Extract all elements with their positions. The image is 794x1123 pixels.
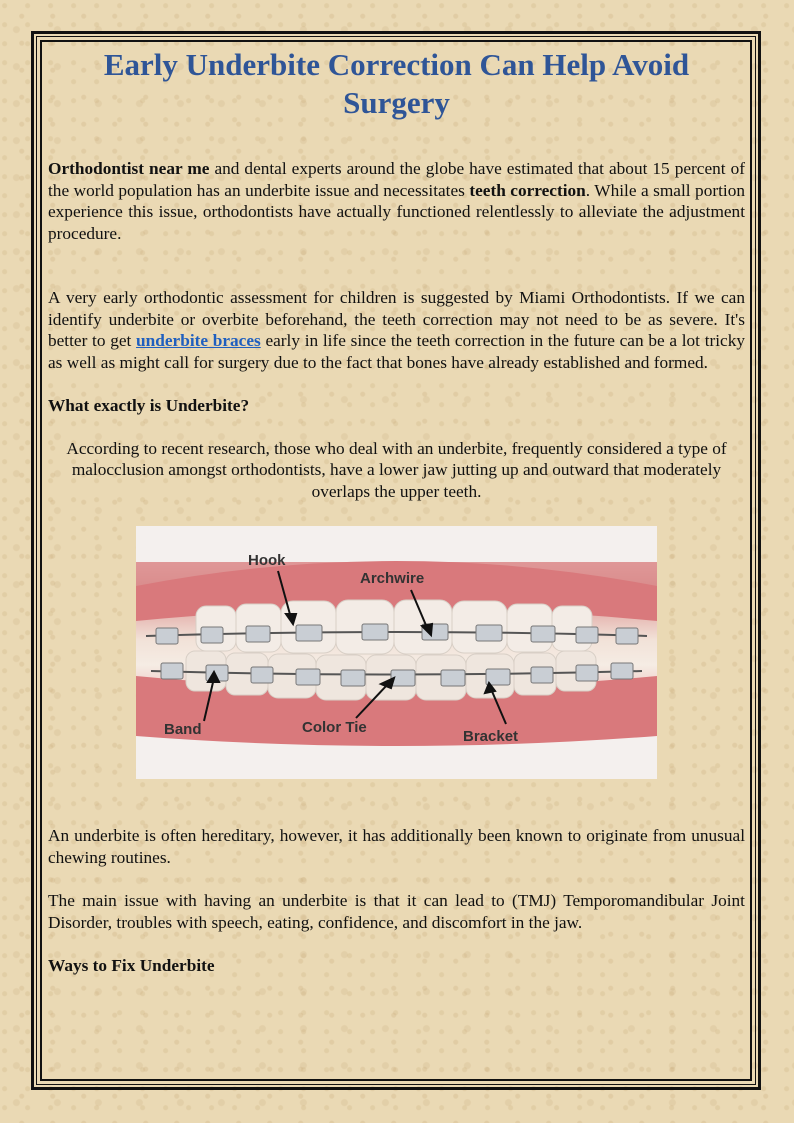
definition-paragraph: According to recent research, those who deal with an underbite, frequently considered a type of malocclusion amongst orthodontists, have a lower jaw jutting up and outward that moderately overlaps the upper teeth. (66, 438, 727, 501)
bold-teeth-correction: teeth correction (469, 180, 586, 200)
intro-paragraph (48, 158, 745, 244)
document-body (48, 46, 745, 977)
assessment-paragraph (48, 287, 745, 373)
assessment-text-2: early in life since the teeth correction in the future can be a lot tricky as well as might call for surgery due to the fact that bones have already established and formed. (48, 331, 745, 372)
hereditary-paragraph: An underbite is often hereditary, however, it has additionally been known to originate from unusual chewing routines. (48, 826, 745, 867)
tmj-paragraph: The main issue with having an underbite is that it can lead to (TMJ) Temporomandibular Joint Disorder, troubles with speech, eating, confidence, and discomfort in the jaw. (48, 891, 745, 932)
assessment-text-1: A very early orthodontic assessment for children is suggested by Miami Orthodontists. If we can identify underbite or overbite beforehand, the teeth correction may not need to be as severe. It's better to get (48, 288, 745, 350)
section-heading-what-is-underbite: What exactly is Underbite? (48, 396, 250, 415)
page-title: Early Underbite Correction Can Help Avoid Surgery (103, 47, 690, 120)
label-archwire: Archwire (360, 570, 425, 587)
braces-illustration (136, 526, 657, 779)
label-color-tie: Color Tie (302, 719, 367, 736)
label-bracket: Bracket (463, 728, 519, 745)
section-heading-ways-to-fix: Ways to Fix Underbite (48, 956, 215, 975)
label-hook: Hook (248, 552, 286, 569)
intro-text-1: and dental experts around the globe have estimated that about 15 percent of the world population has an underbite issue and necessitates (48, 159, 745, 200)
underbite-braces-link[interactable]: underbite braces (136, 331, 261, 350)
intro-text-2: . While a small portion experience this issue, orthodontists have actually functioned relentlessly to alleviate the adjustment procedure. (48, 180, 745, 243)
bold-orthodontist-near-me: Orthodontist near me (48, 159, 210, 178)
label-band: Band (164, 721, 202, 738)
braces-diagram-image (136, 526, 657, 779)
